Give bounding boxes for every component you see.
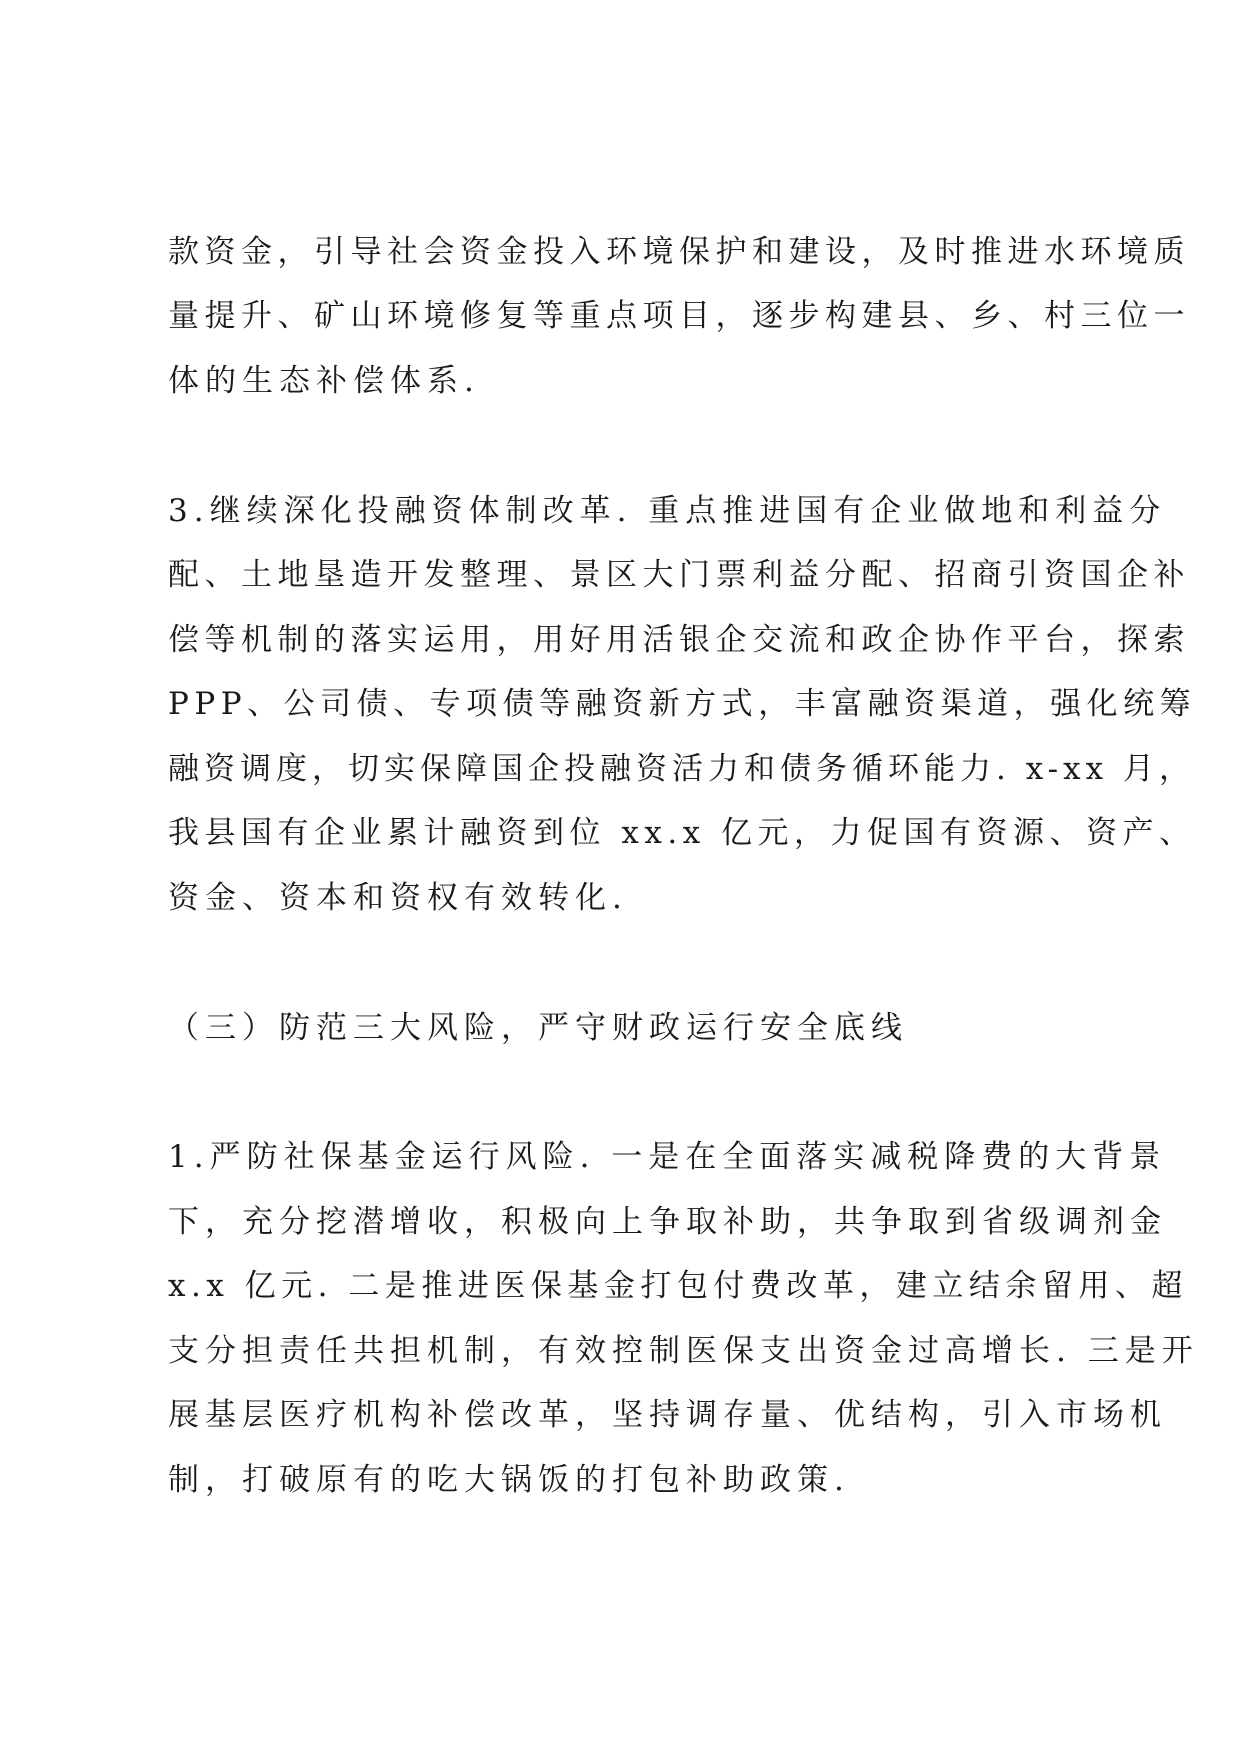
paragraph-2-line-7: 资金、资本和资权有效转化. <box>168 880 628 916</box>
paragraph-3-line-1: 1.严防社保基金运行风险. 一是在全面落实减税降费的大背景 <box>168 1139 1167 1175</box>
paragraph-1-line-1: 款资金，引导社会资金投入环境保护和建设，及时推进水环境质 <box>168 234 1190 270</box>
section-heading: （三）防范三大风险，严守财政运行安全底线 <box>168 1010 908 1046</box>
paragraph-2-line-6: 我县国有企业累计融资到位 xx.x 亿元，力促国有资源、资产、 <box>168 815 1196 851</box>
paragraph-1-line-2: 量提升、矿山环境修复等重点项目，逐步构建县、乡、村三位一 <box>168 298 1190 334</box>
paragraph-3-line-4: 支分担责任共担机制，有效控制医保支出资金过高增长. 三是开 <box>168 1333 1199 1369</box>
paragraph-2-line-2: 配、土地垦造开发整理、景区大门票利益分配、招商引资国企补 <box>168 557 1190 593</box>
paragraph-2-line-5: 融资调度，切实保障国企投融资活力和债务循环能力. x-xx 月， <box>168 751 1195 787</box>
paragraph-3-line-6: 制，打破原有的吃大锅饭的打包补助政策. <box>168 1462 850 1498</box>
paragraph-2-line-3: 偿等机制的落实运用，用好用活银企交流和政企协作平台，探索 <box>168 622 1190 658</box>
paragraph-2-line-4: PPP、公司债、专项债等融资新方式，丰富融资渠道，强化统筹 <box>168 686 1197 722</box>
paragraph-2-line-1: 3.继续深化投融资体制改革. 重点推进国有企业做地和利益分 <box>168 493 1167 529</box>
paragraph-3-line-5: 展基层医疗机构补偿改革，坚持调存量、优结构，引入市场机 <box>168 1397 1167 1433</box>
paragraph-1-line-3: 体的生态补偿体系. <box>168 363 480 399</box>
paragraph-3-line-2: 下，充分挖潜增收，积极向上争取补助，共争取到省级调剂金 <box>168 1204 1167 1240</box>
paragraph-3-line-3: x.x 亿元. 二是推进医保基金打包付费改革，建立结余留用、超 <box>168 1268 1188 1304</box>
